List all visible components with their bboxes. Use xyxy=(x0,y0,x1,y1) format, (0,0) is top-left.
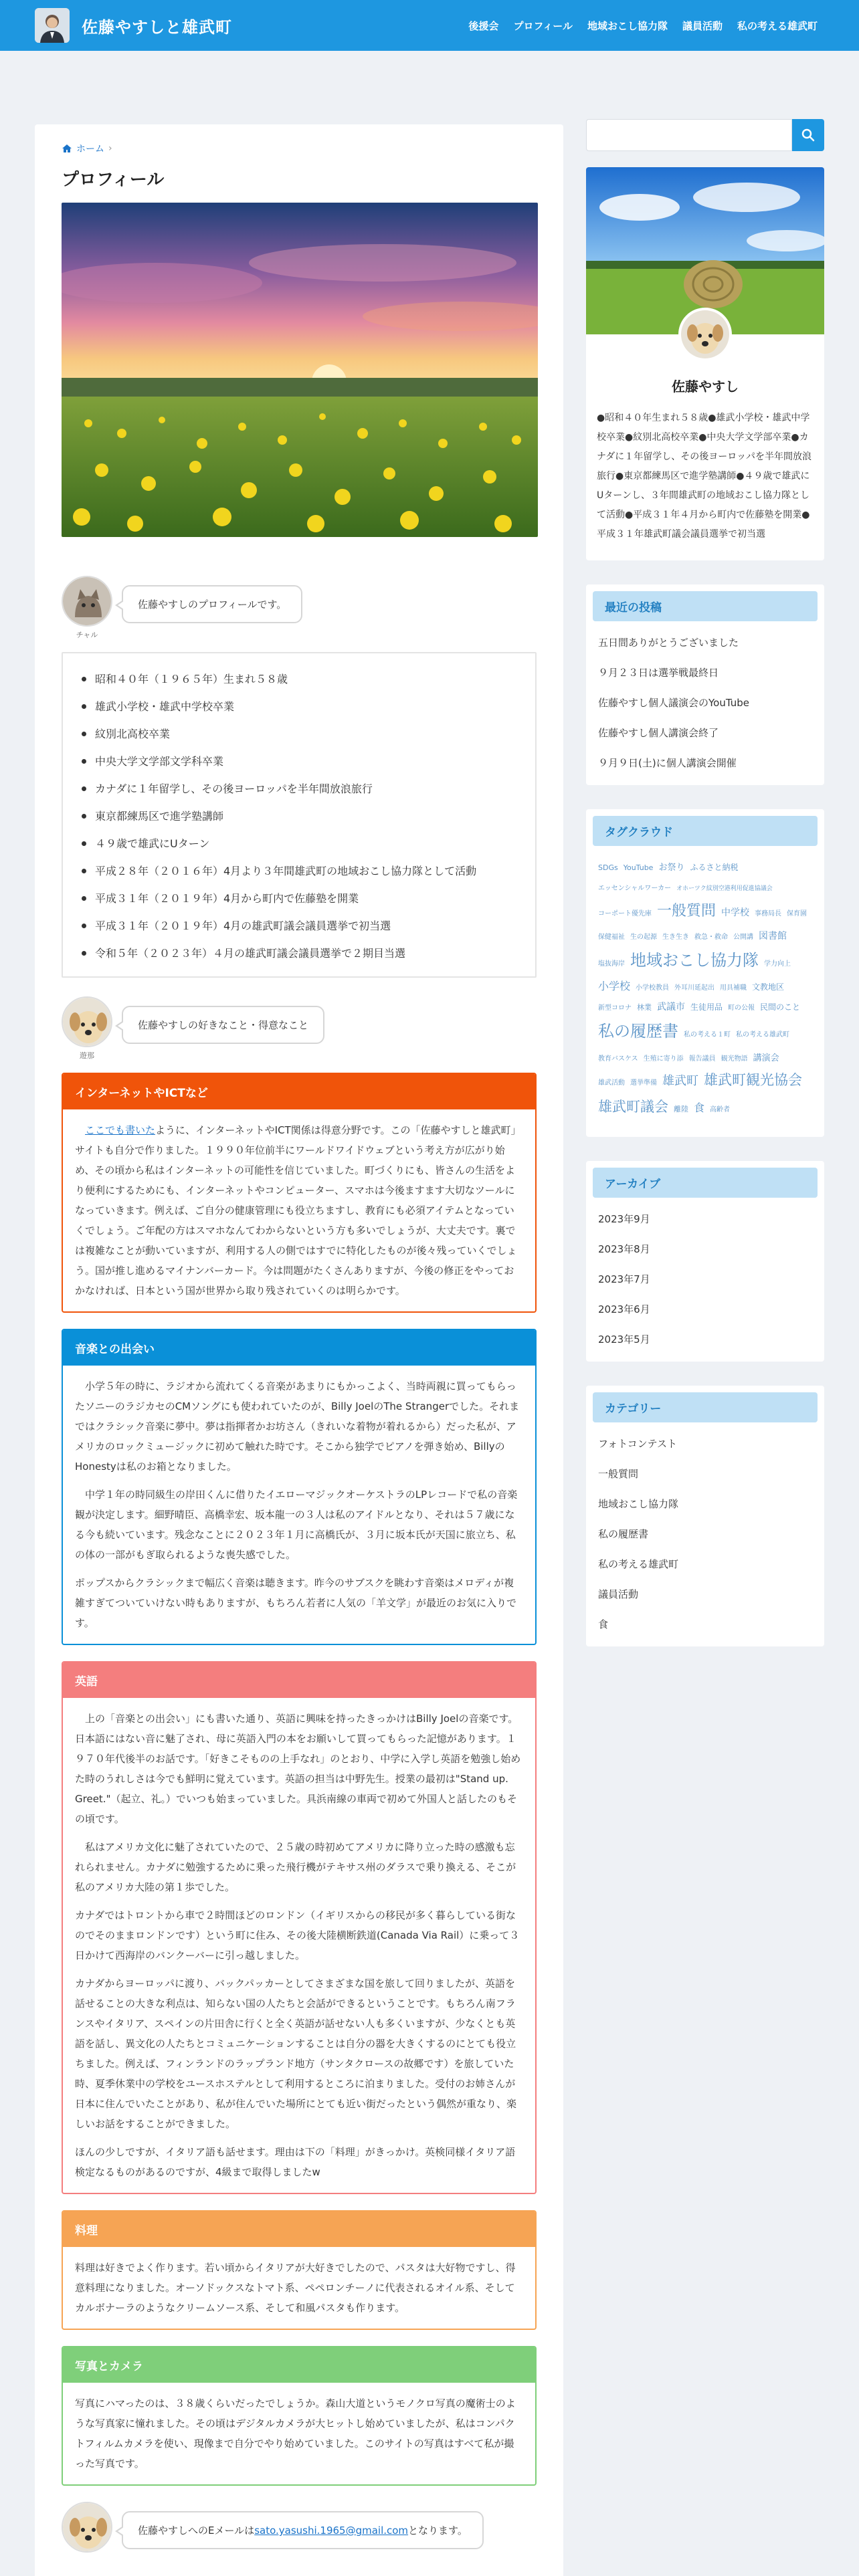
speech-bubble-likes xyxy=(62,996,537,1061)
tag-link[interactable]: 地域おこし協力隊 xyxy=(630,950,759,970)
profile-list-item: 中央大学文学部文学科卒業 xyxy=(79,748,519,775)
tag-link[interactable]: 文教地区 xyxy=(752,982,785,992)
email-outro: となります。 xyxy=(408,2525,468,2537)
recent-post-link[interactable]: 五日間ありがとうございました xyxy=(598,637,739,649)
profile-list-item: 紋別北高校卒業 xyxy=(79,720,519,748)
tag-link[interactable]: オホーツク紋別空港利用促進協議会 xyxy=(676,885,773,893)
paragraph-text: 上の「音楽との出会い」にも書いた通り、英語に興味を持ったきっかけはBilly Joelの音楽です。日本語にはない音に魅了され、母に英語入門の本をお願いして買ってもらった記憶があります。１９７０年代後半のお話です。「好きこそものの上手なれ」のとおり、中学に入学し英語を勉強し始めた時のうれしさは今でも鮮明に覚えています。英語の担当は中野先生。授業の最初は"Stand up. Greet."（起立、礼。）でいつも始まっていました。具浜南線の車両で初めて外国人と話したのもその頃です。 xyxy=(75,1713,521,1825)
topic-box-body xyxy=(63,1698,535,2193)
profile-list-item: 昭和４０年（１９６５年）生まれ５８歳 xyxy=(79,665,519,693)
tag-link[interactable]: 民間のこと xyxy=(760,1002,801,1012)
paragraph xyxy=(75,1120,523,1301)
cat-avatar xyxy=(62,576,112,627)
profile-list-item: 平成３１年（２０１９年）4月から町内で佐藤塾を開業 xyxy=(79,885,519,912)
paragraph-text: ポップスからクラシックまで幅広く音楽は聴きます。昨今のサブスクを眺わす音楽はメロディが複雑すぎてついていけない時もありますが、もちろん若者に人気の「羊文学」が最近のお気に入りです。 xyxy=(75,1577,517,1629)
tag-link[interactable]: 離陸 xyxy=(674,1105,688,1114)
site-header xyxy=(0,0,859,51)
paragraph xyxy=(75,1376,523,1477)
category-link[interactable]: 私の履歴書 xyxy=(598,1528,649,1541)
paragraph xyxy=(75,1837,523,1897)
tag-link[interactable]: 外耳川延起出 xyxy=(674,984,715,992)
tag-link[interactable]: 雄武活動 xyxy=(598,1079,625,1087)
tag-link[interactable]: 小学校 xyxy=(598,979,631,992)
tag-link[interactable]: 新型コロナ xyxy=(598,1004,632,1012)
speaker-name: 遊那 xyxy=(80,1051,94,1060)
paragraph-text: ほんの少しですが、イタリア語も話せます。理由は下の「料理」がきっかけ。英検同様イタリア語検定なるものがあるのですが、4級まで取得しましたw xyxy=(75,2146,516,2178)
category-link[interactable]: 議員活動 xyxy=(598,1588,639,1601)
profile-list-item: 平成２８年（２０１６年）4月より３年間雄武町の地域おこし協力隊として活動 xyxy=(79,857,519,885)
paragraph-text: カナダからヨーロッパに渡り、バックパッカーとしてさまざまな国を旅して回りましたが、英語を話せることの大きな利点は、知らない国の人たちと会話ができるということです。もちろん南フランスやイタリア、スペインの片田舎に行くと全く英語が話せない人も多くいますが、少なくとも英語を話し、異文化の人たちとコミュニケーションすることは自分の器を大きくするのにとても役立ちました。例えば、フィンランドのラップランド地方（サンタクロースの故郷です）を旅していた時、夏季休業中の学校をユースホステルとして利用するところに泊まりました。受付のお姉さんが日本に住んでいたことがあり、私が住んでいた場所にとても近い街だったという偶然が重なり、楽しいお話をすることができました。 xyxy=(75,1977,517,2130)
topic-box-title: インターネットやICTなど xyxy=(63,1074,535,1109)
dog-icon xyxy=(63,2503,112,2553)
archive-link[interactable]: 2023年7月 xyxy=(598,1273,650,1286)
home-icon xyxy=(62,144,72,153)
global-nav xyxy=(468,19,818,33)
category-link[interactable]: 食 xyxy=(598,1618,609,1631)
tag-link[interactable]: 一般質問 xyxy=(657,902,717,920)
profile-bullet-list xyxy=(62,652,537,978)
topic-box-body xyxy=(63,1109,535,1311)
speaker xyxy=(62,2502,112,2553)
paragraph xyxy=(75,2393,523,2474)
widget-title: 最近の投稿 xyxy=(593,591,818,621)
tag-link[interactable]: 町の公報 xyxy=(728,1004,755,1012)
topic-box-title: 英語 xyxy=(63,1662,535,1698)
email-link[interactable]: sato.yasushi.1965@gmail.com xyxy=(254,2525,409,2537)
topic-box xyxy=(62,2346,537,2486)
topic-boxes xyxy=(62,1073,537,2486)
tag-link[interactable]: 救急・救命 xyxy=(694,933,728,941)
topic-box-title: 料理 xyxy=(63,2212,535,2247)
speech-text: 佐藤やすしのプロフィールです。 xyxy=(122,585,302,623)
tag-link[interactable]: 学力向上 xyxy=(764,960,791,968)
nav-item-regional-cooperation[interactable]: 地域おこし協力隊 xyxy=(587,19,668,32)
category-list xyxy=(586,1429,824,1640)
tag-link[interactable]: 生き生き xyxy=(662,933,689,941)
tag-link[interactable]: 私の考える１町 xyxy=(684,1031,731,1039)
tag-link[interactable]: 選挙準備 xyxy=(630,1079,657,1087)
tag-link[interactable]: 中学校 xyxy=(721,907,750,918)
topic-box xyxy=(62,2210,537,2330)
recent-post-link[interactable]: 佐藤やすし個人講演会終了 xyxy=(598,727,719,739)
sidebar xyxy=(586,119,824,1671)
tag-link[interactable]: 教育バスケス xyxy=(598,1055,638,1063)
profile-description: ●昭和４０年生まれ５８歳●雄武小学校・雄武中学校卒業●紋別北高校卒業●中央大学文学部卒業●カナダに１年留学し、その後ヨーロッパを半年間放浪旅行●東京都練馬区で進学塾講師●４９歳で雄武にUターンし、３年間雄武町の地域おこし協力隊として活動●平成３１年４月から町内で佐藤塾を開業●平成３１年雄武町議会議員選挙で初当選 xyxy=(597,413,812,540)
tag-link[interactable]: 保育園 xyxy=(787,909,807,918)
recent-posts-list xyxy=(586,628,824,778)
category-link[interactable]: 地域おこし協力隊 xyxy=(598,1498,679,1511)
paragraph-text: 写真にハマったのは、３８歳くらいだったでしょうか。森山大道というモノクロ写真の魔術士のような写真家に憧れました。その頃はデジタルカメラが大ヒットし始めていましたが、私はコンパクトフィルムカメラを使い、現像まで自分でやり始めていました。このサイトの写真はすべて私が撮った写真です。 xyxy=(75,2397,516,2470)
tag-link[interactable]: 図書館 xyxy=(759,930,787,942)
tag-link[interactable]: 小学校教員 xyxy=(636,984,670,992)
category-widget xyxy=(586,1386,824,1646)
main-content xyxy=(35,124,563,2576)
speech-text: 佐藤やすしの好きなこと・得意なこと xyxy=(122,1006,324,1044)
dog-icon xyxy=(681,310,729,358)
archive-list xyxy=(586,1204,824,1355)
tag-link[interactable]: 生の起源 xyxy=(630,933,657,941)
tag-link[interactable]: 用具補職 xyxy=(720,984,747,992)
topic-box xyxy=(62,1329,537,1645)
tag-link[interactable]: ふるさと納税 xyxy=(690,863,739,872)
profile-widget xyxy=(586,167,824,560)
tag-link[interactable]: 講演会 xyxy=(753,1053,779,1063)
archive-widget xyxy=(586,1161,824,1362)
cat-icon xyxy=(63,577,112,627)
speaker xyxy=(62,996,112,1061)
topic-box-body xyxy=(63,1366,535,1644)
paragraph-text: 料理は好きでよく作ります。若い頃からイタリアが大好きでしたので、パスタは大好物ですし、得意料理になりました。オーソドックスなトマト系、ペペロンチーノに代表されるオイル系、そしてカルボナーラのようなクリームソース系、そして和風パスタも作ります。 xyxy=(75,2262,516,2314)
profile-name: 佐藤やすし xyxy=(672,379,739,395)
tag-link[interactable]: エッセンシャルワーカー xyxy=(598,885,672,893)
topic-box-title: 写真とカメラ xyxy=(63,2347,535,2383)
tag-link[interactable]: 雄武町 xyxy=(662,1074,698,1089)
archive-link[interactable]: 2023年5月 xyxy=(598,1333,650,1346)
speaker-name: チャル xyxy=(76,631,98,639)
search-button[interactable] xyxy=(792,119,824,151)
tag-link[interactable]: 観光物語 xyxy=(721,1055,748,1063)
hero-image xyxy=(62,203,538,537)
tag-link[interactable]: SDGs xyxy=(598,863,618,872)
paragraph xyxy=(75,2142,523,2182)
profile-avatar xyxy=(678,308,732,361)
widget-title: タグクラウド xyxy=(593,816,818,846)
dog-avatar xyxy=(62,996,112,1047)
archive-link[interactable]: 2023年8月 xyxy=(598,1243,650,1256)
recent-post-link[interactable]: ９月２３日は選挙戦最終日 xyxy=(598,667,719,679)
paragraph xyxy=(75,1709,523,1829)
archive-link[interactable]: 2023年9月 xyxy=(598,1213,650,1226)
tag-link[interactable]: 雄武町観光協会 xyxy=(704,1072,802,1089)
tag-link[interactable]: 食 xyxy=(694,1101,705,1115)
nav-item-supporters[interactable]: 後援会 xyxy=(468,19,499,32)
tag-link[interactable]: 武議市 xyxy=(657,1001,685,1012)
category-link[interactable]: フォトコンテスト xyxy=(598,1438,678,1451)
tag-cloud xyxy=(586,853,824,1130)
speaker xyxy=(62,576,112,640)
nav-item-council-activities[interactable]: 議員活動 xyxy=(682,19,723,32)
inline-link[interactable]: ここでも書いた xyxy=(85,1124,156,1136)
speech-text xyxy=(122,2511,484,2549)
profile-list-item: ４９歳で雄武にUターン xyxy=(79,830,519,857)
site-title[interactable]: 佐藤やすしと雄武町 xyxy=(82,17,232,37)
breadcrumb-home-link[interactable]: ホーム xyxy=(76,144,104,154)
topic-box-body xyxy=(63,2247,535,2329)
paragraph-text: 中学１年の時同級生の岸田くんに借りたイエローマジックオーケストラのLPレコードで私の音楽観が決定します。細野晴臣、高橋幸宏、坂本龍一の３人は私のアイドルとなり、それは５７歳になる今も続いています。残念なことに２０２３年１月に高橋氏が、３月に坂本氏が天国に旅立ち、私の体の一部がもぎ取られるような喪失感でした。 xyxy=(75,1489,518,1561)
speech-bubble-profile xyxy=(62,576,537,640)
widget-title: アーカイブ xyxy=(593,1168,818,1198)
search-icon xyxy=(801,128,815,142)
logo-avatar[interactable] xyxy=(35,8,70,43)
tag-cloud-widget xyxy=(586,809,824,1137)
archive-link[interactable]: 2023年6月 xyxy=(598,1303,650,1316)
paragraph xyxy=(75,1973,523,2134)
recent-post-link[interactable]: 佐藤やすし個人議演会のYouTube xyxy=(598,697,749,709)
tag-link[interactable]: 林業 xyxy=(637,1002,652,1012)
page-title: プロフィール xyxy=(62,170,165,190)
tag-link[interactable]: 事務局長 xyxy=(755,909,782,918)
person-photo-icon xyxy=(35,8,70,43)
category-link[interactable]: 一般質問 xyxy=(598,1468,639,1481)
dog-icon xyxy=(63,998,112,1047)
recent-post-link[interactable]: ９月９日(土)に個人講演会開催 xyxy=(598,757,737,769)
profile-list-item: 東京都練馬区で進学塾講師 xyxy=(79,802,519,830)
tag-link[interactable]: 報告議員 xyxy=(688,1055,716,1063)
tag-link[interactable]: 私の考える雄武町 xyxy=(736,1031,789,1039)
tag-link[interactable]: お祭り xyxy=(658,863,685,873)
profile-list-item: 令和５年（２０２３年）４月の雄武町議会議員選挙で２期目当選 xyxy=(79,940,519,967)
nav-item-profile[interactable]: プロフィール xyxy=(513,19,573,32)
topic-box xyxy=(62,1073,537,1313)
paragraph xyxy=(75,1485,523,1565)
recent-posts-widget xyxy=(586,584,824,785)
tag-link[interactable]: 生殖に寄り添 xyxy=(643,1055,684,1063)
profile-list-item: 平成３１年（２０１９年）4月の雄武町議会議員選挙で初当選 xyxy=(79,912,519,940)
breadcrumb-separator: › xyxy=(108,143,112,154)
paragraph-text: カナダではトロントから車で２時間ほどのロンドン（イギリスからの移民が多く暮らしている街なのでそのままロンドンです）という町に住み、その後大陸横断鉄道(Canada Via Rail）に乗って３日かけて西海岸のバンクーバーに引っ越しました。 xyxy=(75,1909,520,1961)
paragraph-text: 私はアメリカ文化に魅了されていたので、２５歳の時初めてアメリカに降り立った時の感激も忘れられません。カナダに勉強するために乗った飛行機がテキサス州のダラスで乗り換える、そこが私のアメリカ大陸の第１歩でした。 xyxy=(75,1841,516,1893)
paragraph-text: 小学５年の時に、ラジオから流れてくる音楽があまりにもかっこよく、当時両親に買ってもらったソニーのラジカセのCMソングにも使われていたのが、Billy JoelのThe Strangerでした。それまではクラシック音楽に夢中。夢は指揮者かお坊さん（きれいな着物が着れるから）だった私が、アメリカのロックミュージックに初めて触れた時です。そこから独学でピアノを弾き始め、BillyのHonestyは私のお箱となりました。 xyxy=(75,1380,520,1473)
tag-link[interactable]: 雄武町議会 xyxy=(598,1099,668,1115)
profile-list-item: カナダに１年留学し、その後ヨーロッパを半年間放浪旅行 xyxy=(79,775,519,802)
tag-link[interactable]: コーポート優先庫 xyxy=(598,909,652,918)
category-link[interactable]: 私の考える雄武町 xyxy=(598,1558,679,1571)
tag-link[interactable]: 生徒用品 xyxy=(690,1002,723,1012)
sunset-flower-field-image xyxy=(62,203,538,537)
paragraph xyxy=(75,1905,523,1965)
email-intro: 佐藤やすしへのEメールは xyxy=(138,2525,255,2537)
topic-box xyxy=(62,1661,537,2194)
topic-box-body xyxy=(63,2383,535,2484)
dog-avatar xyxy=(62,2502,112,2553)
tag-link[interactable]: 公開講 xyxy=(733,933,753,941)
speech-bubble-email xyxy=(62,2502,537,2553)
tag-link[interactable]: 私の履歴書 xyxy=(598,1022,678,1041)
paragraph xyxy=(75,1573,523,1633)
tag-link[interactable]: 塩抜海岸 xyxy=(598,960,625,968)
search-input[interactable] xyxy=(586,119,792,151)
breadcrumb xyxy=(62,142,537,155)
nav-item-my-vision[interactable]: 私の考える雄武町 xyxy=(737,19,818,32)
widget-title: カテゴリー xyxy=(593,1392,818,1422)
search-form xyxy=(586,119,824,151)
paragraph xyxy=(75,2258,523,2318)
paragraph-text: ように、インターネットやICT関係は得意分野です。この「佐藤やすしと雄武町」サイトも自分で作りました。１９９０年位前半にワールドワイドウェブという考え方が広がり始め、その頃から私はインターネットの可能性を信じていました。町づくりにも、皆さんの生活をより便利にするためにも、インターネットやコンピューター、スマホは今後ますます大切なツールになっていきます。例えば、ご自分の健康管理にも役立ちますし、教育にも必須アイテムとなっていくでしょう。ご年配の方はスマホなんてわからないという方も多いでしょうが、大丈夫です。裏では複雑なことが動いていますが、利用する人の側ではすでに特化したものが後々残っていくでしょう。国が推し進めるマイナンバーカード。今は問題がたくさんありますが、今後の修正をやっておかなければ、日本という国が世界から取り残されていくのは明らかです。 xyxy=(75,1124,521,1297)
tag-link[interactable]: 保健福祉 xyxy=(598,933,625,941)
tag-link[interactable]: YouTube xyxy=(623,863,654,872)
tag-link[interactable]: 高齢者 xyxy=(710,1106,731,1114)
profile-list-item: 雄武小学校・雄武中学校卒業 xyxy=(79,693,519,720)
topic-box-title: 音楽との出会い xyxy=(63,1330,535,1366)
